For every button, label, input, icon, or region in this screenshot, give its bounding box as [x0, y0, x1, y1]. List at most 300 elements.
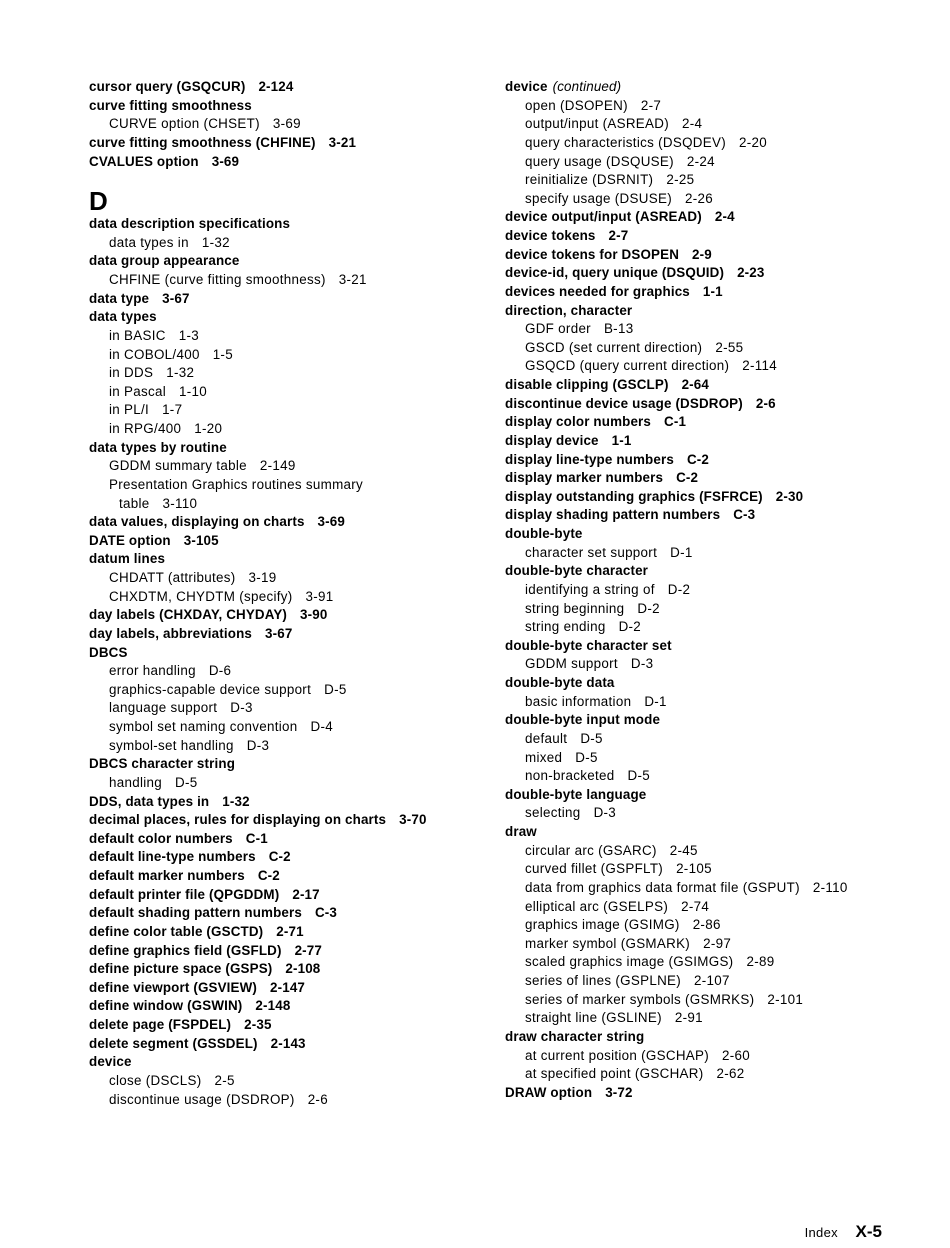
entry-term: define color table (GSCTD): [89, 923, 264, 939]
index-subentry: [505, 935, 925, 954]
entry-term: open (DSOPEN): [525, 97, 628, 113]
entry-term: circular arc (GSARC): [525, 842, 657, 858]
index-subentry: [89, 569, 509, 588]
index-subentry: [505, 860, 925, 879]
entry-page-ref: 2-71: [276, 923, 304, 939]
entry-page-ref: D-2: [637, 600, 660, 616]
entry-term: draw: [505, 824, 537, 839]
entry-term: define graphics field (GSFLD): [89, 942, 282, 958]
entry-term: delete segment (GSSDEL): [89, 1035, 258, 1051]
index-subentry: [505, 879, 925, 898]
index-subentry: [89, 476, 509, 495]
index-subentry: [505, 115, 925, 134]
entry-page-ref: 1-1: [702, 283, 723, 299]
entry-page-ref: 3-69: [272, 116, 301, 132]
entry-term: marker symbol (GSMARK): [525, 935, 691, 951]
index-subentry: [505, 972, 925, 991]
index-subentry: [89, 1091, 509, 1110]
index-entry: [505, 208, 925, 227]
entry-term: data type: [89, 290, 150, 306]
entry-term: mixed: [525, 749, 563, 765]
entry-term: table: [119, 495, 150, 511]
entry-term: device tokens: [505, 228, 596, 243]
entry-page-ref: C-2: [686, 451, 709, 467]
entry-term: default color numbers: [89, 830, 233, 846]
index-subentry: [505, 749, 925, 768]
entry-term: scaled graphics image (GSIMGS): [525, 954, 734, 970]
entry-page-ref: D-1: [670, 544, 693, 560]
entry-page-ref: 3-21: [328, 134, 357, 150]
entry-page-ref: 3-90: [300, 607, 328, 623]
index-entry: [89, 830, 509, 849]
entry-term: DBCS: [89, 644, 128, 660]
entry-term: decimal places, rules for displaying on charts: [89, 812, 387, 828]
entry-page-ref: 2-91: [674, 1010, 703, 1026]
entry-term: double-byte: [505, 526, 583, 541]
entry-term: double-byte character set: [505, 637, 672, 653]
entry-term: handling: [109, 774, 163, 790]
index-subentry: [505, 916, 925, 935]
entry-term: graphics image (GSIMG): [525, 917, 680, 933]
entry-term: query usage (DSQUSE): [525, 153, 674, 169]
entry-term: data from graphics data format file (GSPUT): [525, 879, 800, 895]
entry-page-ref: 3-67: [162, 290, 190, 306]
entry-page-ref: 2-23: [737, 265, 765, 281]
entry-page-ref: 3-19: [248, 570, 277, 585]
section-letter: [89, 187, 509, 215]
entry-term: display marker numbers: [505, 470, 664, 486]
entry-term: at specified point (GSCHAR): [525, 1066, 704, 1082]
entry-page-ref: D-3: [630, 656, 654, 672]
entry-term: default shading pattern numbers: [89, 905, 302, 921]
entry-term: data values, displaying on charts: [89, 514, 305, 530]
entry-page-ref: 2-114: [742, 358, 778, 374]
entry-term: at current position (GSCHAP): [525, 1047, 710, 1063]
entry-term: direction, character: [505, 302, 633, 318]
entry-page-ref: 1-10: [179, 383, 208, 399]
entry-term: reinitialize (DSRNIT): [525, 172, 654, 188]
entry-page-ref: 2-110: [812, 879, 848, 895]
index-subentry: [89, 383, 509, 402]
entry-term: display shading pattern numbers: [505, 507, 721, 523]
page-footer: [805, 1222, 882, 1242]
entry-term: non-bracketed: [525, 768, 615, 784]
index-entry: [505, 395, 925, 414]
index-entry: [89, 550, 509, 569]
index-entry: [505, 302, 925, 321]
entry-term: GDDM summary table: [109, 458, 247, 474]
entry-term: curve fitting smoothness: [89, 97, 252, 113]
entry-term: double-byte input mode: [505, 712, 661, 728]
index-subentry: [505, 581, 925, 600]
entry-page-ref: 1-32: [222, 793, 250, 809]
entry-term: symbol-set handling: [109, 737, 234, 753]
entry-page-ref: 2-6: [307, 1091, 328, 1107]
entry-page-ref: 3-105: [183, 532, 219, 548]
entry-term: display line-type numbers: [505, 451, 674, 467]
entry-term: CURVE option (CHSET): [109, 116, 260, 132]
entry-page-ref: D-5: [175, 774, 198, 790]
index-subentry: [89, 234, 509, 253]
entry-page-ref: 2-62: [716, 1066, 745, 1082]
index-subentry: [505, 134, 925, 153]
entry-page-ref: D-2: [667, 581, 691, 597]
index-entry: [89, 793, 509, 812]
index-subentry: [505, 1047, 925, 1066]
entry-page-ref: C-2: [676, 470, 699, 486]
index-subentry: [505, 767, 925, 786]
entry-page-ref: 1-1: [611, 432, 632, 448]
entry-note: (continued): [552, 79, 622, 94]
entry-page-ref: 1-32: [201, 234, 230, 250]
index-entry: [505, 674, 925, 693]
index-subentry: [505, 339, 925, 358]
entry-term: define viewport (GSVIEW): [89, 979, 258, 995]
entry-term: discontinue device usage (DSDROP): [505, 395, 743, 411]
entry-term: day labels, abbreviations: [89, 625, 253, 641]
index-entry: [505, 562, 925, 581]
index-subentry: [505, 730, 925, 749]
entry-term: display device: [505, 432, 599, 448]
index-subentry: [505, 655, 925, 674]
entry-page-ref: 2-6: [755, 395, 776, 411]
entry-page-ref: C-3: [733, 507, 756, 523]
index-entry: [89, 644, 509, 663]
entry-term: CHXDTM, CHYDTM (specify): [109, 588, 293, 604]
entry-page-ref: 2-5: [214, 1072, 235, 1088]
index-entry: [89, 513, 509, 532]
index-subentry: [89, 115, 509, 134]
entry-page-ref: 2-97: [703, 935, 732, 951]
index-entry: [89, 848, 509, 867]
entry-term: GDF order: [525, 321, 591, 337]
index-entry: [89, 153, 509, 172]
index-entry: [505, 376, 925, 395]
entry-term: straight line (GSLINE): [525, 1010, 662, 1026]
index-subentry: [505, 190, 925, 209]
index-entry: [505, 1084, 925, 1103]
entry-page-ref: 3-72: [605, 1084, 633, 1100]
index-entry: [89, 134, 509, 153]
index-entry: [505, 432, 925, 451]
entry-page-ref: 3-70: [399, 812, 427, 828]
index-subentry: [505, 991, 925, 1010]
entry-page-ref: 1-5: [212, 346, 233, 362]
entry-term: DRAW option: [505, 1084, 593, 1100]
index-entry: [89, 532, 509, 551]
index-entry: [89, 960, 509, 979]
entry-term: GSQCD (query current direction): [525, 358, 730, 374]
entry-term: devices needed for graphics: [505, 283, 690, 299]
entry-term: data description specifications: [89, 216, 291, 232]
entry-page-ref: 3-69: [317, 514, 345, 530]
index-entry: [505, 469, 925, 488]
entry-page-ref: B-13: [603, 321, 634, 337]
index-entry: [505, 413, 925, 432]
index-subentry: [89, 774, 509, 793]
entry-page-ref: 2-105: [676, 861, 712, 877]
index-entry: [89, 979, 509, 998]
index-subentry: [89, 699, 509, 718]
index-entry: [89, 625, 509, 644]
entry-term: in RPG/400: [109, 421, 182, 436]
entry-page-ref: D-5: [575, 749, 598, 765]
index-subentry: [89, 401, 509, 420]
entry-term: graphics-capable device support: [109, 681, 312, 697]
index-subentry: [89, 271, 509, 290]
entry-term: default printer file (QPGDDM): [89, 886, 280, 902]
index-entry: [505, 264, 925, 283]
index-entry: [89, 997, 509, 1016]
index-entry: [505, 227, 925, 246]
index-subentry: [505, 544, 925, 563]
entry-term: output/input (ASREAD): [525, 116, 669, 132]
entry-term: language support: [109, 700, 218, 716]
entry-term: double-byte character: [505, 563, 649, 579]
index-subentry: [89, 662, 509, 681]
entry-term: data group appearance: [89, 253, 240, 269]
index-entry: [89, 886, 509, 905]
entry-page-ref: C-3: [314, 905, 338, 921]
index-entry: [89, 1016, 509, 1035]
entry-page-ref: 2-55: [715, 339, 744, 355]
entry-page-ref: 3-67: [265, 625, 293, 641]
entry-term: cursor query (GSQCUR): [89, 79, 246, 94]
index-entry: [89, 78, 509, 97]
entry-term: DBCS character string: [89, 756, 236, 772]
entry-page-ref: 2-86: [692, 917, 721, 933]
index-subentry: [89, 1072, 509, 1091]
entry-page-ref: D-1: [644, 693, 667, 709]
entry-page-ref: 1-32: [166, 365, 195, 381]
entry-term: default: [525, 730, 568, 746]
entry-term: day labels (CHXDAY, CHYDAY): [89, 607, 288, 623]
entry-term: default line-type numbers: [89, 849, 256, 865]
entry-term: device tokens for DSOPEN: [505, 246, 680, 262]
index-subentry: [505, 320, 925, 339]
index-entry: [89, 1035, 509, 1054]
entry-page-ref: 2-108: [285, 961, 321, 977]
entry-term: in Pascal: [109, 383, 167, 399]
entry-page-ref: C-2: [268, 849, 291, 865]
page-number: X-5: [855, 1222, 882, 1241]
entry-term: in BASIC: [109, 327, 166, 343]
entry-term: in COBOL/400: [109, 346, 200, 362]
entry-page-ref: D-3: [246, 737, 270, 753]
index-entry: [89, 439, 509, 458]
entry-page-ref: 1-3: [178, 327, 199, 343]
index-entry: [505, 506, 925, 525]
entry-page-ref: 2-89: [746, 954, 775, 970]
entry-page-ref: 2-147: [270, 979, 306, 995]
entry-page-ref: 3-69: [211, 153, 240, 169]
footer-label: Index: [804, 1225, 838, 1240]
index-entry: [505, 283, 925, 302]
index-entry: [89, 290, 509, 309]
index-subentry: [505, 171, 925, 190]
entry-page-ref: 2-24: [686, 153, 715, 169]
index-subentry: [89, 737, 509, 756]
index-subentry: [505, 1065, 925, 1084]
entry-page-ref: 2-74: [681, 898, 710, 914]
entry-page-ref: 2-64: [681, 377, 709, 392]
entry-page-ref: 2-124: [258, 79, 294, 94]
entry-page-ref: C-2: [257, 868, 280, 883]
index-entry: [89, 904, 509, 923]
entry-term: display outstanding graphics (FSFRCE): [505, 488, 763, 504]
index-entry: [505, 1028, 925, 1047]
entry-term: device: [89, 1054, 132, 1070]
index-entry: [89, 1053, 509, 1072]
entry-page-ref: 2-4: [682, 116, 703, 132]
entry-term: datum lines: [89, 551, 166, 567]
entry-page-ref: 2-7: [640, 97, 662, 113]
index-entry: [89, 923, 509, 942]
entry-page-ref: 1-7: [162, 402, 183, 418]
index-entry: [505, 823, 925, 842]
index-subentry: [505, 693, 925, 712]
index-entry: [505, 451, 925, 470]
entry-term: curve fitting smoothness (CHFINE): [89, 134, 316, 150]
index-entry: [505, 78, 925, 97]
index-entry: [505, 637, 925, 656]
entry-page-ref: 2-30: [775, 488, 804, 504]
index-column-right: [505, 78, 925, 1102]
entry-page-ref: D-5: [627, 768, 650, 784]
entry-term: query characteristics (DSQDEV): [525, 134, 726, 150]
entry-term: device: [505, 79, 548, 94]
index-subentry: [89, 718, 509, 737]
entry-term: disable clipping (GSCLP): [505, 377, 669, 392]
entry-term: series of marker symbols (GSMRKS): [525, 991, 755, 1007]
entry-page-ref: D-6: [208, 663, 232, 679]
entry-term: error handling: [109, 663, 196, 679]
entry-page-ref: D-4: [310, 719, 334, 734]
entry-term: DATE option: [89, 532, 171, 548]
index-entry: [505, 488, 925, 507]
entry-page-ref: 2-60: [722, 1047, 751, 1063]
entry-page-ref: 2-7: [608, 228, 629, 243]
entry-term: symbol set naming convention: [109, 719, 298, 734]
entry-term: specify usage (DSUSE): [525, 190, 672, 206]
index-subentry: [505, 842, 925, 861]
index-entry: [89, 942, 509, 961]
entry-page-ref: 2-101: [767, 991, 804, 1007]
entry-term: elliptical arc (GSELPS): [525, 898, 669, 914]
entry-term: GSCD (set current direction): [525, 339, 703, 355]
index-entry: [505, 246, 925, 265]
index-entry: [89, 811, 509, 830]
index-entry: [89, 215, 509, 234]
entry-page-ref: D-3: [230, 700, 253, 716]
entry-term: Presentation Graphics routines summary: [109, 476, 364, 492]
entry-term: close (DSCLS): [109, 1072, 202, 1088]
entry-page-ref: 2-107: [694, 973, 730, 988]
entry-term: in DDS: [109, 365, 154, 381]
entry-term: display color numbers: [505, 414, 652, 430]
entry-page-ref: C-1: [245, 830, 268, 846]
entry-term: device-id, query unique (DSQUID): [505, 265, 725, 281]
entry-term: CHDATT (attributes): [109, 570, 236, 585]
entry-page-ref: 2-148: [255, 998, 291, 1014]
entry-page-ref: C-1: [664, 414, 687, 430]
entry-term: character set support: [525, 544, 658, 560]
index-entry: [89, 308, 509, 327]
entry-term: DDS, data types in: [89, 793, 210, 809]
entry-term: curved fillet (GSPFLT): [525, 861, 664, 877]
index-subentry: [505, 1009, 925, 1028]
index-subentry: [505, 953, 925, 972]
index-entry: [89, 606, 509, 625]
entry-page-ref: D-2: [618, 619, 642, 635]
entry-page-ref: 2-20: [738, 134, 767, 150]
entry-term: identifying a string of: [525, 581, 655, 597]
entry-page-ref: 1-20: [194, 421, 223, 436]
index-subentry: [89, 681, 509, 700]
entry-page-ref: 2-26: [684, 190, 713, 206]
section-letter-text: D: [89, 186, 108, 217]
index-subentry: [89, 457, 509, 476]
index-subentry: [505, 898, 925, 917]
entry-term: draw character string: [505, 1028, 645, 1044]
entry-page-ref: 2-35: [244, 1017, 272, 1032]
entry-page-ref: 2-149: [259, 458, 296, 474]
index-subentry: [505, 153, 925, 172]
entry-page-ref: D-5: [324, 681, 347, 697]
index-column-left: [89, 78, 509, 1109]
index-entry: [505, 711, 925, 730]
index-entry: [89, 97, 509, 116]
entry-term: data types: [89, 309, 157, 325]
entry-term: in PL/I: [109, 402, 150, 418]
entry-page-ref: 2-4: [714, 209, 735, 225]
entry-page-ref: 3-21: [338, 272, 367, 287]
entry-page-ref: 2-77: [294, 942, 322, 958]
entry-page-ref: 2-25: [666, 172, 695, 188]
entry-page-ref: 2-9: [692, 246, 712, 262]
index-subentry: [89, 327, 509, 346]
entry-term: CVALUES option: [89, 153, 199, 169]
entry-term: device output/input (ASREAD): [505, 209, 702, 225]
index-entry: [89, 252, 509, 271]
entry-term: double-byte data: [505, 675, 615, 690]
index-subentry: [505, 600, 925, 619]
entry-page-ref: 3-91: [305, 588, 334, 604]
index-subentry: [89, 346, 509, 365]
index-subentry: [89, 420, 509, 439]
entry-term: default marker numbers: [89, 868, 245, 883]
index-subentry: [505, 357, 925, 376]
entry-term: GDDM support: [525, 656, 618, 672]
index-subentry: [89, 588, 509, 607]
entry-term: string ending: [525, 619, 606, 635]
entry-term: basic information: [525, 693, 632, 709]
index-entry: [89, 867, 509, 886]
entry-page-ref: 3-110: [162, 495, 198, 511]
entry-term: string beginning: [525, 600, 625, 616]
index-subentry: [89, 495, 509, 514]
entry-term: CHFINE (curve fitting smoothness): [109, 272, 326, 287]
entry-page-ref: D-3: [593, 805, 617, 821]
index-subentry: [505, 618, 925, 637]
entry-term: series of lines (GSPLNE): [525, 973, 682, 988]
entry-page-ref: 2-45: [669, 842, 698, 858]
entry-page-ref: 2-143: [270, 1035, 306, 1051]
index-entry: [89, 755, 509, 774]
entry-term: data types by routine: [89, 439, 227, 455]
entry-term: double-byte language: [505, 786, 647, 802]
entry-term: define picture space (GSPS): [89, 961, 273, 977]
